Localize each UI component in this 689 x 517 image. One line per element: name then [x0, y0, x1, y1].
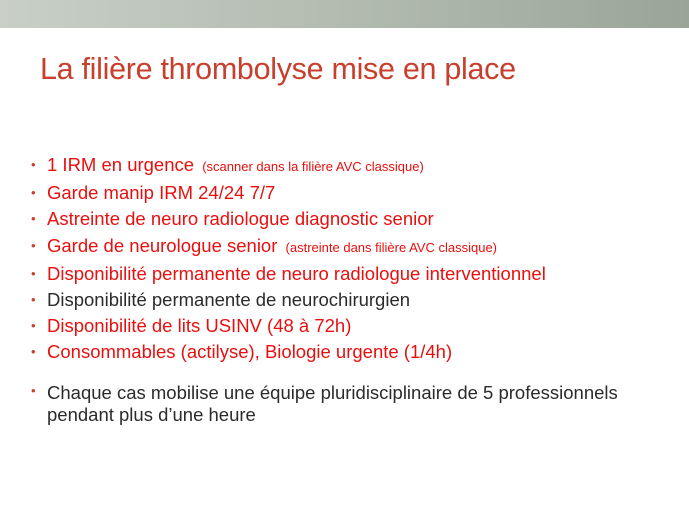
bullet-dot: • [31, 318, 36, 334]
bullet-note: (astreinte dans filière AVC classique) [285, 239, 497, 255]
bullet-text: Astreinte de neuro radiologue diagnostic senior [47, 208, 434, 230]
bullet-dot: • [31, 157, 36, 172]
bullet-astreinte-neuroradiologue [31, 206, 681, 232]
top-decorative-band [0, 0, 689, 28]
bullet-text: Garde de neurologue senior [47, 234, 278, 256]
bullet-text: Disponibilité permanente de neurochirurgien [47, 289, 411, 311]
bullet-equipe-pluridisciplinaire [31, 382, 647, 426]
bullet-text: 1 IRM en urgence [47, 154, 195, 175]
bullet-text: Disponibilité de lits USINV (48 à 72h) [47, 315, 352, 337]
bullet-dot: • [31, 211, 36, 227]
bullet-dot: • [31, 292, 36, 308]
bullet-text: Consommables (actilyse), Biologie urgente (1/4h) [47, 341, 453, 363]
bullet-dot: • [31, 237, 36, 253]
bullet-note: (scanner dans la filière AVC classique) [202, 159, 424, 174]
bullet-dot: • [31, 185, 36, 201]
bullet-garde-manip [31, 180, 681, 206]
bullet-text: Garde manip IRM 24/24 7/7 [47, 182, 276, 204]
bullet-consommables [31, 339, 681, 365]
slide-title: La filière thrombolyse mise en place [40, 52, 516, 86]
bullet-lits-usinv [31, 313, 681, 339]
bullet-neurochirurgien [31, 287, 681, 313]
bullet-dot: • [31, 265, 36, 281]
bullet-list [31, 152, 681, 426]
bullet-text: Disponibilité permanente de neuro radiologue interventionnel [47, 262, 546, 284]
bullet-dot: • [31, 382, 36, 398]
bullet-garde-neurologue [31, 233, 681, 261]
bullet-text: Chaque cas mobilise une équipe pluridisciplinaire de 5 professionnels pendant plus d’une heure [47, 381, 618, 425]
bullet-irm-urgence [31, 152, 681, 180]
bullet-neuroradiologue-interventionnel [31, 261, 681, 287]
bullet-dot: • [31, 344, 36, 360]
